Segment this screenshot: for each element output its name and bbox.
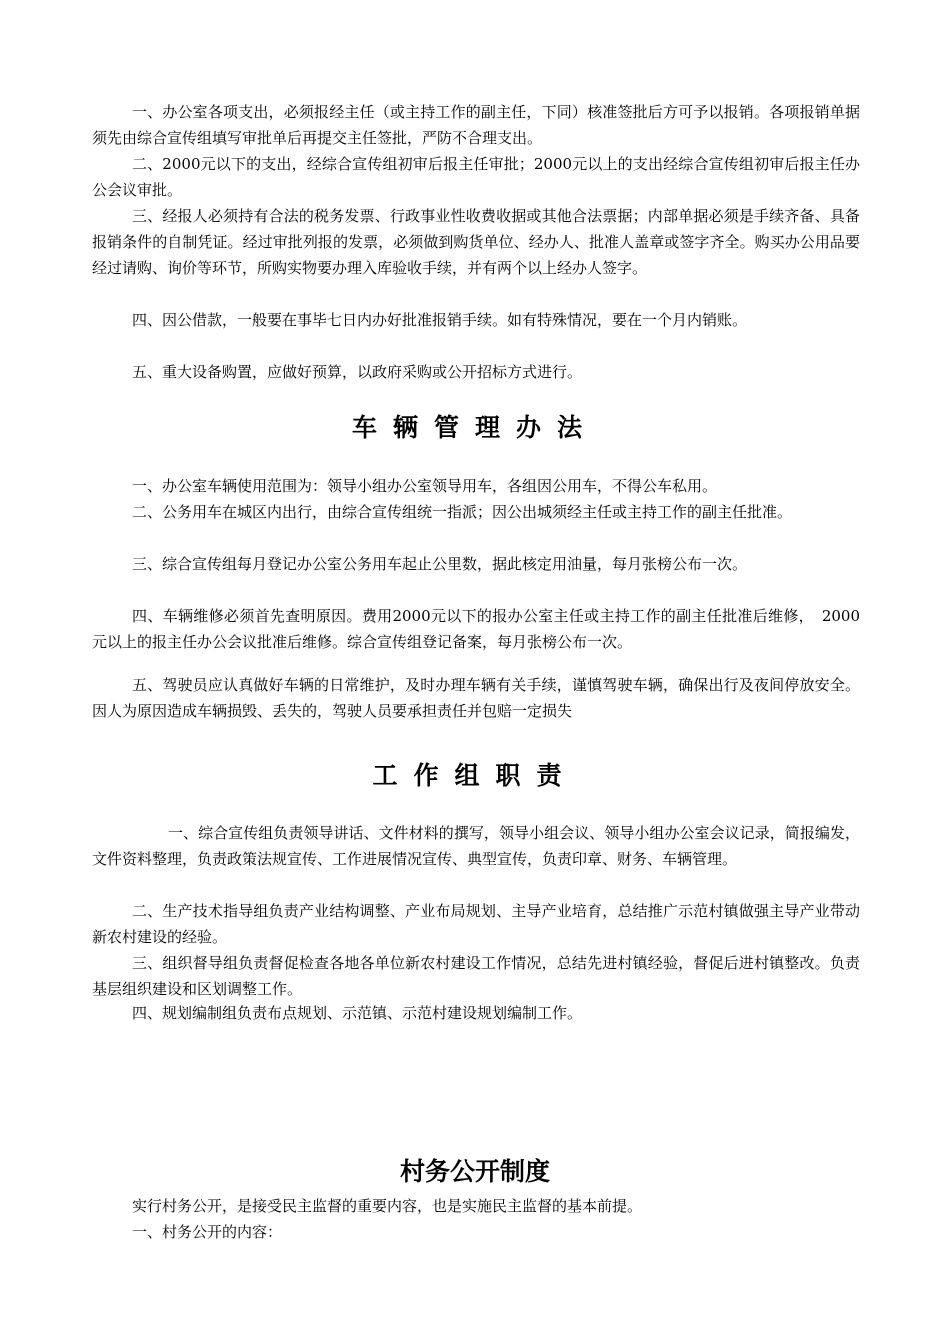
duty-item-1: 一、综合宣传组负责领导讲话、文件材料的撰写，领导小组会议、领导小组办公室会议记录，简报编发，文件资料整理，负责政策法规宣传、工作进展情况宣传、典型宣传，负责印章、财务、车辆管理。	[92, 824, 860, 868]
vehicle-rule-4: 四、车辆维修必须首先查明原因。费用2000元以下的报办公室主任或主持工作的副主任批准后维修， 2000元以上的报主任办公会议批准后维修。综合宣传组登记备案，每月张榜公布一次。	[92, 607, 860, 651]
vehicle-management-title: 车辆管理办法	[351, 413, 598, 442]
working-group-duties-title: 工作组职责	[372, 761, 578, 790]
vehicle-rule-5: 五、驾驶员应认真做好车辆的日常维护，及时办理车辆有关手续，谨慎驾驶车辆，确保出行及夜间停放安全。因人为原因造成车辆损毁、丢失的，驾驶人员要承担责任并包赔一定损失	[92, 676, 860, 720]
village-affairs-intro: 实行村务公开，是接受民主监督的重要内容，也是实施民主监督的基本前提。	[132, 1197, 643, 1215]
expense-rule-4: 四、因公借款，一般要在事毕七日内办好批准报销手续。如有特殊情况，要在一个月内销账。	[132, 311, 748, 329]
village-affairs-title: 村务公开制度	[399, 1157, 550, 1186]
expense-rule-3: 三、经报人必须持有合法的税务发票、行政事业性收费收据或其他合法票据；内部单据必须是手续齐备、具备报销条件的自制凭证。经过审批列报的发票，必须做到购货单位、经办人、批准人盖章或签字齐全。购买办公用品要经过请购、询价等环节，所购实物要办理入库验收手续，并有两个以上经办人签字。	[92, 207, 860, 277]
duty-item-2: 二、生产技术指导组负责产业结构调整、产业布局规划、主导产业培育，总结推广示范村镇做强主导产业带动新农村建设的经验。	[92, 902, 860, 946]
vehicle-rule-1: 一、办公室车辆使用范围为：领导小组办公室领导用车，各组因公用车，不得公车私用。	[132, 477, 718, 495]
expense-rule-2: 二、2000元以下的支出，经综合宣传组初审后报主任审批；2000元以上的支出经综合宣传组初审后报主任办公会议审批。	[92, 155, 860, 199]
vehicle-rule-2: 二、公务用车在城区内出行，由综合宣传组统一指派；因公出城须经主任或主持工作的副主任批准。	[132, 503, 793, 521]
duty-item-3: 三、组织督导组负责督促检查各地各单位新农村建设工作情况，总结先进村镇经验，督促后进村镇整改。负责基层组织建设和区划调整工作。	[92, 954, 860, 998]
expense-rule-1: 一、办公室各项支出，必须报经主任（或主持工作的副主任，下同）核准签批后方可予以报销。各项报销单据须先由综合宣传组填写审批单后再提交主任签批，严防不合理支出。	[92, 103, 860, 147]
duty-item-4: 四、规划编制组负责布点规划、示范镇、示范村建设规划编制工作。	[132, 1004, 583, 1022]
vehicle-rule-3: 三、综合宣传组每月登记办公室公务用车起止公里数，据此核定用油量，每月张榜公布一次。	[132, 555, 748, 573]
village-affairs-content-heading: 一、村务公开的内容：	[132, 1223, 283, 1241]
expense-rule-5: 五、重大设备购置，应做好预算，以政府采购或公开招标方式进行。	[132, 363, 583, 381]
